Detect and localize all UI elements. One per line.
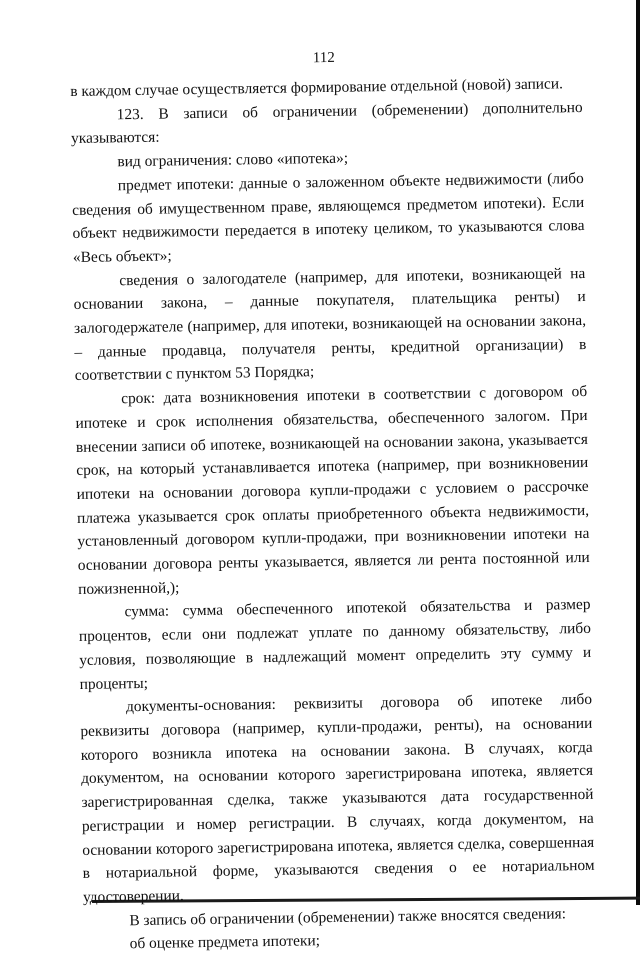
paragraph-restriction-type: вид ограничения: слово «ипотека»;	[117, 149, 349, 171]
paragraph-continuation: в каждом случае осуществляется формирование отдельной (новой) записи.	[70, 75, 564, 101]
paragraph-term: срок: дата возникновения ипотеки в соответствии с договором об ипотеке и срок исполнения обязательства, обеспеченного залогом. При внесении записи об ипотеке, возникающей на основании закона, указывается срок, на который устанавливается ипотека (например, при возникновении ипотеки на основании договора купли-продажи с условием о рассрочке платежа указывается срок оплаты приобретенного объекта недвижимости, установленный договором купли-продажи, при возникновении ипотеки на основании договора ренты указывается, является ли рента постоянной или пожизненной,);	[75, 383, 590, 598]
page-number: 112	[312, 49, 335, 67]
paragraph-mortgage-subject: предмет ипотеки: данные о заложенном объекте недвижимости (либо сведения об имущественном праве, являющемся предметом ипотеки). Если объект недвижимости передается в ипотеку целиком, то указываются слова «Весь объект»;	[72, 169, 585, 266]
paragraph-basis-documents: документы-основания: реквизиты договора об ипотеке либо реквизиты договора (например, купли-продажи, ренты), на основании которого возникла ипотека на основании закона. В случаях, когда документом, на основании которого зарегистрирована ипотека, является зарегистрированная сделка, также указываются дата государственной регистрации и номер регистрации. В случаях, когда документом, на основании которого зарегистрирована ипотека, является сделка, совершенная в нотариальной форме, указываются сведения о ее нотариальном удостоверении.	[80, 691, 595, 906]
paragraph-clause-123: 123. В записи об ограничении (обременении) дополнительно указываются:	[70, 98, 583, 148]
paragraph-additional-info: В запись об ограничении (обременении) также вносятся сведения:	[129, 904, 567, 929]
paragraph-valuation: об оценке предмета ипотеки;	[129, 932, 321, 953]
paragraph-amount: сумма: сумма обеспеченного ипотекой обязательства и размер процентов, если они подлежат уплате по данному обязательству, либо условия, позволяющие в надлежащий момент определить эту сумму и проценты;	[78, 596, 592, 693]
paragraph-pledger-info: сведения о залогодателе (например, для ипотеки, возникающей на основании закона, – данные покупателя, плательщика ренты) и залогодержателе (например, для ипотеки, возникающей на основании закона, – данные продавца, получателя ренты, кредитной организации) в соответствии с пунктом 53 Порядка;	[73, 264, 587, 385]
document-body	[70, 72, 596, 957]
